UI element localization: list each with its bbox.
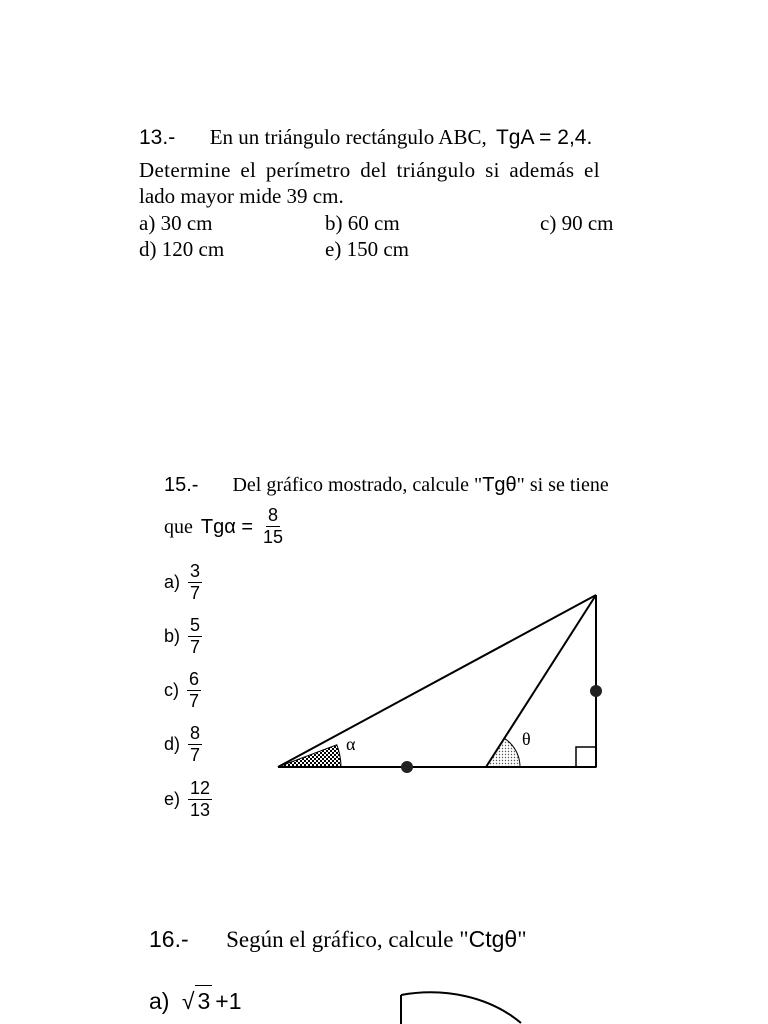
option-15-a[interactable] bbox=[164, 562, 202, 603]
problem-13-formula-end: . bbox=[586, 126, 593, 149]
right-angle-mark bbox=[576, 747, 596, 767]
option-fraction bbox=[187, 670, 201, 711]
option-numerator: 8 bbox=[190, 723, 201, 743]
option-15-e[interactable] bbox=[164, 779, 212, 820]
problem-15-number: 15.- bbox=[164, 474, 199, 496]
problem-15-que: que bbox=[164, 515, 193, 538]
problem-15-statement-end: " si se tiene bbox=[516, 474, 609, 496]
option-fraction bbox=[188, 562, 202, 603]
problem-13-number: 13.- bbox=[139, 126, 176, 149]
problem-15-tg-theta: Tgθ bbox=[482, 474, 517, 496]
option-numerator: 12 bbox=[190, 778, 211, 798]
option-rest: +1 bbox=[215, 988, 242, 1014]
option-denominator: 7 bbox=[190, 637, 201, 657]
option-letter: c) bbox=[164, 680, 179, 700]
problem-16-line1 bbox=[149, 925, 527, 954]
option-numerator: 3 bbox=[190, 561, 201, 581]
problem-13-line2: Determine el perímetro del triángulo si además el bbox=[139, 158, 600, 182]
problem-16-number: 16.- bbox=[149, 926, 189, 952]
option-fraction bbox=[188, 779, 212, 820]
option-denominator: 7 bbox=[189, 691, 200, 711]
option-letter: d) bbox=[164, 734, 181, 754]
problem-15-line2 bbox=[164, 506, 285, 547]
option-fraction bbox=[188, 724, 202, 765]
given-numerator: 8 bbox=[268, 505, 279, 525]
option-denominator: 7 bbox=[190, 583, 201, 603]
alpha-angle-shading bbox=[278, 745, 341, 767]
alpha-label: α bbox=[346, 734, 356, 754]
option-denominator: 7 bbox=[190, 745, 201, 765]
problem-15-tg-alpha: Tgα = bbox=[200, 515, 254, 538]
option-15-b[interactable] bbox=[164, 616, 202, 657]
hypotenuse bbox=[278, 595, 596, 767]
cevian bbox=[486, 595, 596, 767]
option-15-c[interactable] bbox=[164, 670, 201, 711]
problem-15-statement: Del gráfico mostrado, calcule " bbox=[232, 474, 483, 496]
option-letter: e) bbox=[164, 789, 181, 809]
given-fraction bbox=[261, 506, 285, 547]
option-radicand: 3 bbox=[195, 985, 212, 1016]
option-denominator: 13 bbox=[190, 800, 211, 820]
option-16-a[interactable]: a) √ 3 +1 bbox=[149, 985, 242, 1016]
option-numerator: 5 bbox=[190, 615, 201, 635]
option-letter: a) bbox=[164, 572, 181, 592]
option-letter: a) bbox=[149, 988, 170, 1014]
problem-13-formula: TgA = 2,4 bbox=[495, 126, 587, 149]
option-letter: b) bbox=[164, 626, 181, 646]
problem-16-statement: Según el gráfico, calcule " bbox=[226, 927, 469, 952]
option-fraction bbox=[188, 616, 202, 657]
problem-16-figure-partial bbox=[395, 985, 535, 1024]
vertical-point-dot bbox=[590, 685, 602, 697]
option-13-a[interactable]: a) 30 cm bbox=[139, 211, 213, 235]
problem-13-intro: En un triángulo rectángulo ABC, bbox=[209, 125, 487, 149]
theta-label: θ bbox=[522, 729, 531, 749]
theta-angle-shading bbox=[486, 738, 520, 767]
option-13-b[interactable]: b) 60 cm bbox=[325, 211, 400, 235]
option-13-c[interactable]: c) 90 cm bbox=[540, 211, 614, 235]
problem-15-line1 bbox=[164, 473, 609, 497]
option-13-e[interactable]: e) 150 cm bbox=[325, 237, 409, 261]
base-midpoint-dot bbox=[401, 761, 413, 773]
given-denominator: 15 bbox=[263, 527, 284, 547]
option-numerator: 6 bbox=[189, 669, 200, 689]
option-13-d[interactable]: d) 120 cm bbox=[139, 237, 225, 261]
problem-13-line1 bbox=[139, 124, 592, 151]
problem-16-statement-end: " bbox=[517, 927, 527, 952]
problem-13-line3: lado mayor mide 39 cm. bbox=[139, 184, 344, 208]
problem-16-ctg-theta: Ctgθ bbox=[468, 926, 518, 952]
option-15-d[interactable] bbox=[164, 724, 202, 765]
triangle-figure bbox=[270, 585, 615, 780]
